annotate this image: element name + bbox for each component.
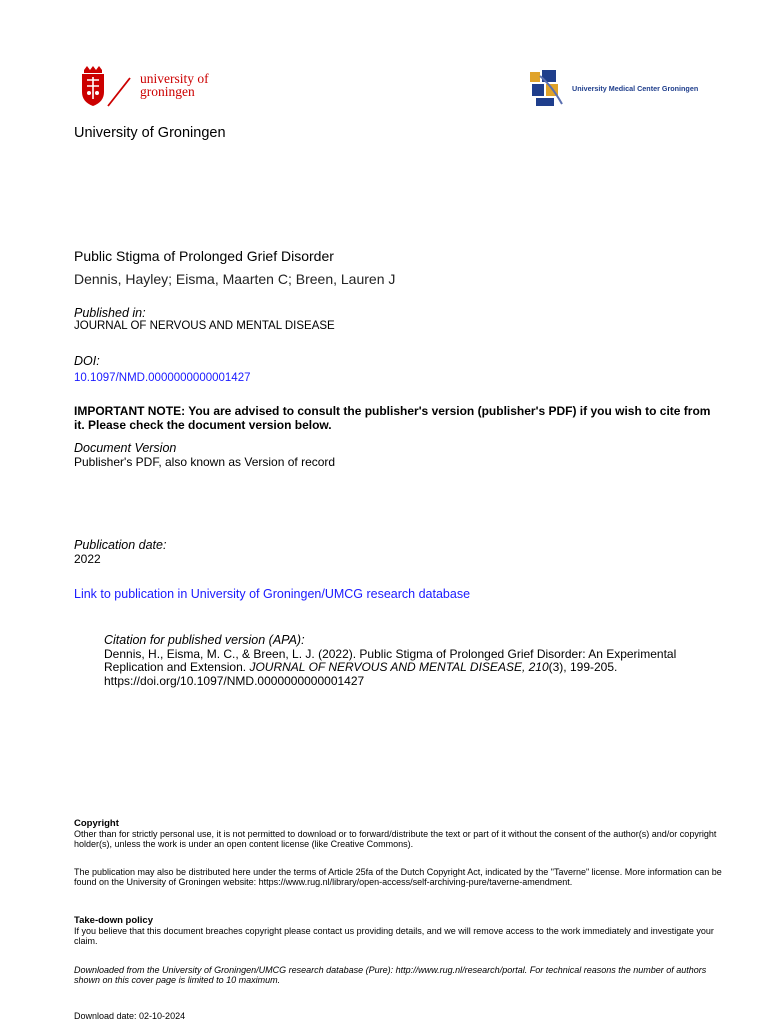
download-date: Download date: 02-10-2024: [74, 1011, 186, 1021]
authors: Dennis, Hayley; Eisma, Maarten C; Breen, Lauren J: [74, 271, 396, 287]
important-note: IMPORTANT NOTE: You are advised to consult the publisher's version (publisher's PDF) if you wish to cite from it. Please check the document version below.: [74, 404, 711, 432]
taverne-notice: The publication may also be distributed here under the terms of Article 25fa of the Dutch Copyright Act, indicated by the "Taverne" license. More information can be found on the University of Groningen website: https://www.rug.nl/library/open-access/self-archiving-pure/taverne-amendment.: [74, 867, 722, 887]
doi-label: DOI:: [74, 354, 100, 368]
citation-section: [104, 634, 724, 688]
rug-logo-line2: groningen: [140, 84, 195, 99]
publication-date-section: [74, 538, 166, 566]
publication-date-value: 2022: [74, 552, 101, 566]
downloaded-from-notice: Downloaded from the University of Groningen/UMCG research database (Pure): http://www.rug.nl/research/portal. For technical reasons the number of authors shown on this cover page is limited to 10 maximum.: [74, 965, 707, 985]
takedown-text: If you believe that this document breaches copyright please contact us providing details, and we will remove access to the work immediately and investigate your claim.: [74, 926, 714, 946]
citation-label: Citation for published version (APA):: [104, 633, 305, 647]
institution-name: University of Groningen: [74, 125, 226, 141]
copyright-heading: Copyright: [74, 818, 119, 829]
takedown-heading: Take-down policy: [74, 915, 154, 926]
doi-section: [74, 354, 250, 386]
citation-part1: Dennis, H., Eisma, M. C., & Breen, L. J. (2022). Public Stigma of Prolonged Grief Disorder: An Experimental Replication and Extension.: [104, 646, 677, 674]
copyright-section: [74, 818, 724, 849]
publication-title: Public Stigma of Prolonged Grief Disorder: [74, 248, 334, 264]
document-version-section: [74, 441, 335, 469]
database-link[interactable]: Link to publication in University of Groningen/UMCG research database: [74, 587, 471, 601]
takedown-section: [74, 915, 724, 946]
umcg-logo-text: University Medical Center Groningen: [572, 84, 699, 93]
publication-date-label: Publication date:: [74, 538, 167, 552]
citation-journal: JOURNAL OF NERVOUS AND MENTAL DISEASE, 210: [249, 660, 549, 674]
doi-link[interactable]: 10.1097/NMD.0000000000001427: [74, 372, 251, 384]
rug-logo-line1: university of: [140, 71, 209, 86]
journal-name: JOURNAL OF NERVOUS AND MENTAL DISEASE: [74, 320, 335, 332]
document-version-label: Document Version: [74, 441, 177, 455]
umcg-emblem-icon: [526, 66, 570, 112]
citation-part2: (3), 199-205. https://doi.org/10.1097/NMD.0000000000001427: [104, 660, 618, 688]
copyright-text: Other than for strictly personal use, it is not permitted to download or to forward/distribute the text or part of it without the consent of the author(s) and/or copyright holder(s), unless the work is under an open content license (like Creative Commons).: [74, 829, 717, 849]
published-in-section: [74, 306, 335, 332]
citation-text: [104, 648, 724, 689]
rug-logo-text: [112, 72, 209, 98]
document-version-value: Publisher's PDF, also known as Version of record: [74, 455, 336, 469]
published-in-label: Published in:: [74, 306, 146, 320]
